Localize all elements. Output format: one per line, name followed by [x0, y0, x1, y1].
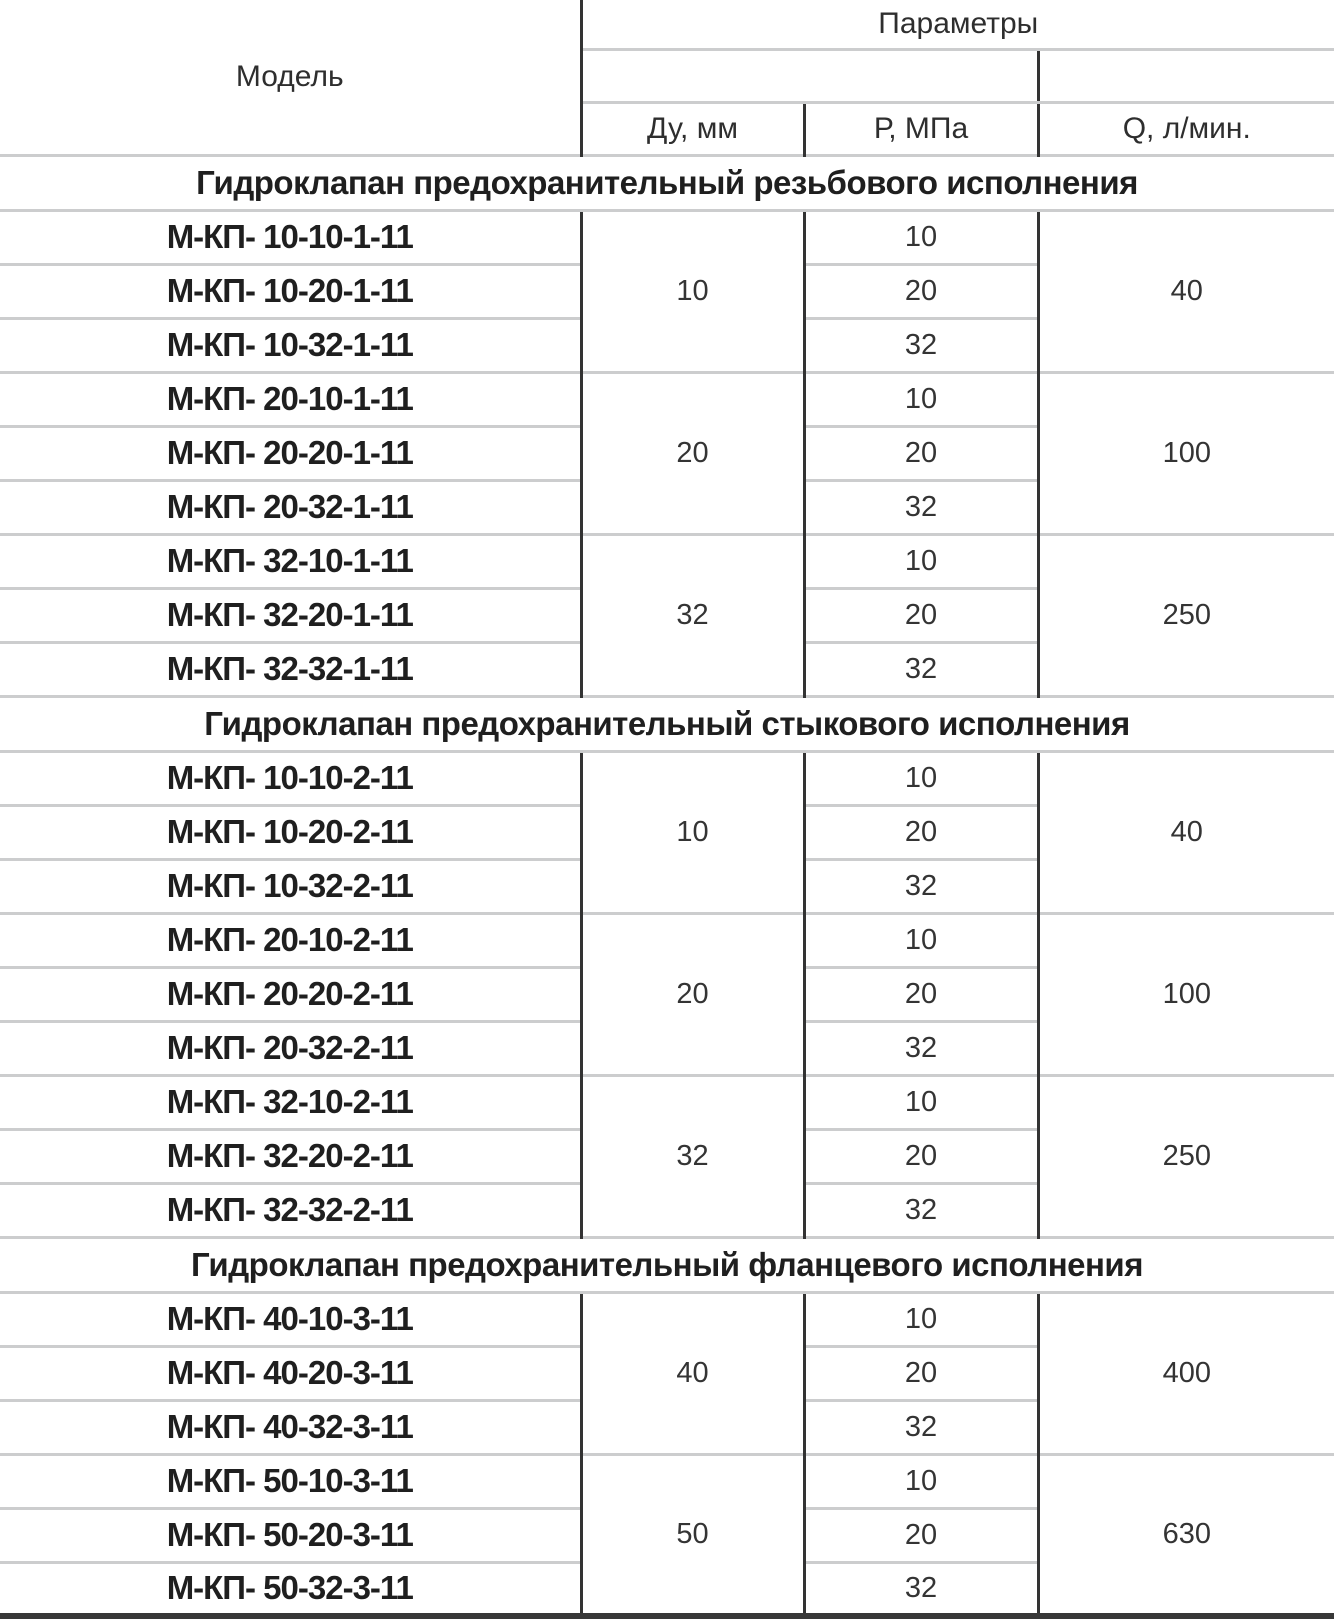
q-value: 400 — [1038, 1292, 1334, 1454]
model-cell: М-КП- 40-10-3-11 — [0, 1292, 581, 1346]
model-cell: М-КП- 32-10-1-11 — [0, 534, 581, 588]
p-value: 20 — [804, 264, 1038, 318]
model-cell: М-КП- 50-10-3-11 — [0, 1454, 581, 1508]
q-column-header: Q, л/мин. — [1038, 102, 1334, 155]
model-cell: М-КП- 10-10-2-11 — [0, 751, 581, 805]
table-row — [0, 210, 1334, 264]
section-title-row — [0, 1237, 1334, 1292]
p-value: 32 — [804, 1400, 1038, 1454]
p-value: 20 — [804, 426, 1038, 480]
section-title-row — [0, 155, 1334, 210]
du-value: 10 — [581, 751, 804, 913]
model-cell: М-КП- 40-32-3-11 — [0, 1400, 581, 1454]
table-row — [0, 913, 1334, 967]
du-value: 10 — [581, 210, 804, 372]
q-subgroup-spacer — [1038, 49, 1334, 102]
model-cell: М-КП- 10-32-2-11 — [0, 859, 581, 913]
p-value: 20 — [804, 805, 1038, 859]
table-row — [0, 1292, 1334, 1346]
model-cell: М-КП- 32-20-1-11 — [0, 588, 581, 642]
q-value: 100 — [1038, 913, 1334, 1075]
table-row — [0, 1075, 1334, 1129]
p-value: 20 — [804, 1346, 1038, 1400]
table-row — [0, 751, 1334, 805]
model-cell: М-КП- 20-32-2-11 — [0, 1021, 581, 1075]
du-value: 40 — [581, 1292, 804, 1454]
model-cell: М-КП- 20-32-1-11 — [0, 480, 581, 534]
p-value: 10 — [804, 534, 1038, 588]
p-value: 20 — [804, 588, 1038, 642]
model-cell: М-КП- 50-20-3-11 — [0, 1508, 581, 1562]
model-cell: М-КП- 40-20-3-11 — [0, 1346, 581, 1400]
params-group-header: Параметры — [581, 0, 1334, 49]
model-cell: М-КП- 10-10-1-11 — [0, 210, 581, 264]
du-value: 32 — [581, 534, 804, 696]
header-row-1 — [0, 0, 1334, 49]
model-cell: М-КП- 20-20-2-11 — [0, 967, 581, 1021]
model-cell: М-КП- 20-10-2-11 — [0, 913, 581, 967]
model-cell: М-КП- 10-20-1-11 — [0, 264, 581, 318]
du-value: 50 — [581, 1454, 804, 1616]
p-value: 10 — [804, 1075, 1038, 1129]
p-value: 32 — [804, 1562, 1038, 1616]
table-row — [0, 372, 1334, 426]
p-value: 20 — [804, 967, 1038, 1021]
du-value: 20 — [581, 913, 804, 1075]
p-value: 10 — [804, 751, 1038, 805]
p-value: 32 — [804, 859, 1038, 913]
model-cell: М-КП- 32-10-2-11 — [0, 1075, 581, 1129]
params-subgroup-spacer — [581, 49, 1038, 102]
q-value: 100 — [1038, 372, 1334, 534]
model-cell: М-КП- 10-20-2-11 — [0, 805, 581, 859]
p-value: 20 — [804, 1508, 1038, 1562]
p-value: 10 — [804, 372, 1038, 426]
model-cell: М-КП- 20-10-1-11 — [0, 372, 581, 426]
du-value: 20 — [581, 372, 804, 534]
p-value: 32 — [804, 318, 1038, 372]
section-title: Гидроклапан предохранительный фланцевого исполнения — [0, 1237, 1334, 1292]
table-row — [0, 534, 1334, 588]
model-cell: М-КП- 20-20-1-11 — [0, 426, 581, 480]
du-column-header: Ду, мм — [647, 111, 738, 145]
q-value: 630 — [1038, 1454, 1334, 1616]
model-cell: М-КП- 32-20-2-11 — [0, 1129, 581, 1183]
model-cell: М-КП- 50-32-3-11 — [0, 1562, 581, 1616]
model-column-header: Модель — [0, 0, 581, 155]
table-row — [0, 1454, 1334, 1508]
p-value: 10 — [804, 1454, 1038, 1508]
model-cell: М-КП- 32-32-1-11 — [0, 642, 581, 696]
du-value: 32 — [581, 1075, 804, 1237]
p-value: 32 — [804, 1183, 1038, 1237]
q-value: 250 — [1038, 1075, 1334, 1237]
p-value: 20 — [804, 1129, 1038, 1183]
model-cell: М-КП- 32-32-2-11 — [0, 1183, 581, 1237]
p-value: 10 — [804, 1292, 1038, 1346]
p-column-header: Р, МПа — [804, 102, 1038, 155]
section-title-row — [0, 696, 1334, 751]
section-title: Гидроклапан предохранительный стыкового исполнения — [0, 696, 1334, 751]
p-value: 32 — [804, 480, 1038, 534]
p-value: 32 — [804, 1021, 1038, 1075]
p-value: 10 — [804, 913, 1038, 967]
q-value: 40 — [1038, 210, 1334, 372]
q-value: 250 — [1038, 534, 1334, 696]
section-title: Гидроклапан предохранительный резьбового исполнения — [0, 155, 1334, 210]
model-cell: М-КП- 10-32-1-11 — [0, 318, 581, 372]
p-value: 32 — [804, 642, 1038, 696]
p-value: 10 — [804, 210, 1038, 264]
q-value: 40 — [1038, 751, 1334, 913]
